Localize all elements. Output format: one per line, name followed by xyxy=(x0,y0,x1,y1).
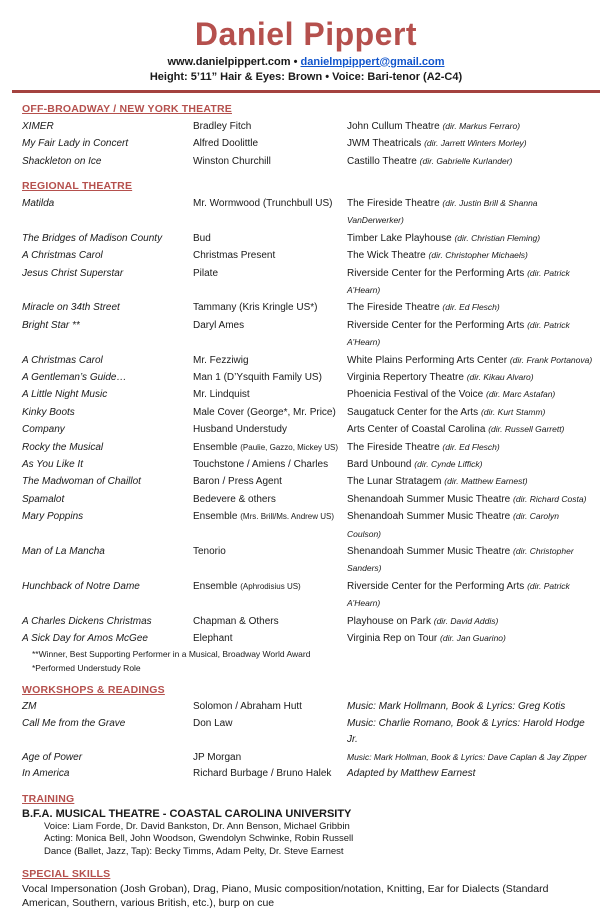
contact-line xyxy=(0,55,612,69)
director-note: (dir. Frank Portanova) xyxy=(509,354,593,365)
section-heading-training: TRAINING xyxy=(22,792,75,805)
venue: The Fireside Theatre (dir. Justin Brill & Shanna VanDerwerker) xyxy=(347,197,538,226)
credit-row xyxy=(22,439,595,456)
role: Elephant xyxy=(193,633,233,645)
venue: The Fireside Theatre (dir. Ed Flesch) xyxy=(347,302,500,314)
website-text: www.danielpippert.com xyxy=(167,55,291,68)
role: Richard Burbage / Bruno Halek xyxy=(193,768,332,780)
role: Husband Understudy xyxy=(193,424,287,436)
training-line-voice: Voice: Liam Forde, Dr. David Bankston, Dr. Ann Benson, Michael Gribbin xyxy=(44,820,350,832)
show-title: Matilda xyxy=(22,197,55,209)
stats-line: Height: 5’11” Hair & Eyes: Brown • Voice: Bari-tenor (A2-C4) xyxy=(149,70,463,83)
role-note: (Aphrodisius US) xyxy=(240,581,301,591)
director-note: (dir. Kikau Alvaro) xyxy=(466,371,534,382)
footnote-understudy: *Performed Understudy Role xyxy=(32,662,141,673)
role: Bud xyxy=(193,232,211,244)
show-title: Hunchback of Notre Dame xyxy=(22,580,140,592)
header-rule xyxy=(12,90,600,93)
show-title: Shackleton on Ice xyxy=(22,155,102,167)
venue: John Cullum Theatre (dir. Markus Ferraro) xyxy=(347,120,521,132)
resume-body xyxy=(0,103,612,910)
training-line-dance: Dance (Ballet, Jazz, Tap): Becky Timms, Adam Pelty, Dr. Steve Earnest xyxy=(44,845,344,857)
show-title: Rocky the Musical xyxy=(22,441,104,453)
venue: The Wick Theatre (dir. Christopher Michaels) xyxy=(347,250,528,262)
role: Touchstone / Amiens / Charles xyxy=(193,459,329,470)
show-title: The Bridges of Madison County xyxy=(22,232,163,244)
credit-row xyxy=(22,543,595,578)
role: Bradley Fitch xyxy=(193,120,252,132)
director-note: (dir. Gabrielle Kurlander) xyxy=(419,155,513,166)
resume-header xyxy=(0,0,612,93)
credit-row xyxy=(22,195,595,230)
venue: Playhouse on Park (dir. David Addis) xyxy=(347,615,499,627)
role: Tammany (Kris Kringle US*) xyxy=(193,302,318,314)
director-note: (dir. Justin Brill & Shanna VanDerwerker) xyxy=(347,197,538,226)
degree-line: B.F.A. MUSICAL THEATRE - COASTAL CAROLINA UNIVERSITY xyxy=(22,807,352,820)
page-title: Daniel Pippert xyxy=(194,16,418,52)
show-title: Age of Power xyxy=(22,751,83,763)
credit-row xyxy=(22,404,595,421)
role: Pilate xyxy=(193,267,219,279)
role: Baron / Press Agent xyxy=(193,476,282,488)
credit-row xyxy=(22,473,595,490)
show-title: A Charles Dickens Christmas xyxy=(22,615,152,627)
director-note: (dir. Christian Fleming) xyxy=(454,232,541,243)
creative-credit: Adapted by Matthew Earnest xyxy=(347,768,476,780)
role: Ensemble (Mrs. Brill/Ms. Andrew US) xyxy=(193,511,335,523)
role: Alfred Doolittle xyxy=(193,138,259,150)
credit-row xyxy=(22,766,595,782)
role: Male Cover (George*, Mr. Price) xyxy=(193,406,336,418)
venue: Bard Unbound (dir. Cynde Liffick) xyxy=(347,459,483,470)
credit-row xyxy=(22,247,595,264)
credit-row xyxy=(22,386,595,403)
section-heading-workshops: WORKSHOPS & READINGS xyxy=(22,684,165,697)
credits-list-regional xyxy=(22,195,595,648)
director-note: (dir. Richard Costa) xyxy=(513,493,587,504)
show-title: Man of La Mancha xyxy=(22,546,105,558)
show-title: Company xyxy=(22,424,65,436)
creative-credit: Music: Charlie Romano, Book & Lyrics: Harold Hodge Jr. xyxy=(347,717,585,746)
director-note: (dir. Christopher Michaels) xyxy=(428,250,528,261)
director-note: (dir. Marc Astafan) xyxy=(485,389,556,400)
training-line-acting: Acting: Monica Bell, John Woodson, Gwendolyn Schwinke, Robin Russell xyxy=(44,833,354,844)
venue: White Plains Performing Arts Center (dir. Frank Portanova) xyxy=(347,354,593,366)
show-title: A Christmas Carol xyxy=(22,354,103,366)
director-note: (dir. Russell Garrett) xyxy=(488,424,565,435)
credit-row xyxy=(22,578,595,613)
show-title: The Madwoman of Chaillot xyxy=(22,476,141,488)
venue: Arts Center of Coastal Carolina (dir. Russell Garrett) xyxy=(347,424,565,436)
venue: Timber Lake Playhouse (dir. Christian Fleming) xyxy=(347,232,541,244)
venue: Riverside Center for the Performing Arts (dir. Patrick A’Hearn) xyxy=(347,267,570,295)
director-note: (dir. David Addis) xyxy=(433,615,499,626)
section-heading-special-skills: SPECIAL SKILLS xyxy=(22,868,111,880)
director-note: (dir. Cynde Liffick) xyxy=(414,459,483,469)
role: Mr. Lindquist xyxy=(193,389,250,401)
show-title: Mary Poppins xyxy=(22,511,84,523)
show-title: Spamalot xyxy=(22,493,65,505)
director-note: (dir. Carolyn Coulson) xyxy=(347,511,560,539)
credit-row xyxy=(22,508,595,543)
role: Ensemble (Aphrodisius US) xyxy=(193,580,301,592)
venue: Virginia Rep on Tour (dir. Jan Guarino) xyxy=(347,633,506,645)
venue: Riverside Center for the Performing Arts (dir. Patrick A’Hearn) xyxy=(347,580,570,609)
role-note: (Mrs. Brill/Ms. Andrew US) xyxy=(240,512,335,522)
show-title: A Sick Day for Amos McGee xyxy=(22,633,148,645)
credits-list-workshops xyxy=(22,699,595,782)
show-title: Jesus Christ Superstar xyxy=(22,267,124,279)
director-note: (dir. Jan Guarino) xyxy=(440,633,506,644)
director-note: (dir. Matthew Earnest) xyxy=(444,476,528,487)
director-note: (dir. Kurt Stamm) xyxy=(480,406,546,417)
credit-row xyxy=(22,135,595,152)
creative-credit: Music: Mark Hollmann, Book & Lyrics: Greg Kotis xyxy=(347,701,566,713)
show-title: A Little Night Music xyxy=(22,389,108,401)
credit-row xyxy=(22,352,595,369)
show-title: A Christmas Carol xyxy=(22,250,103,262)
venue: JWM Theatricals (dir. Jarrett Winters Morley) xyxy=(347,138,527,150)
credit-row xyxy=(22,317,595,352)
creative-credit: Music: Mark Hollman, Book & Lyrics: Dave Caplan & Jay Zipper xyxy=(347,751,587,762)
credit-row xyxy=(22,421,595,438)
show-title: Call Me from the Grave xyxy=(22,717,126,729)
role: JP Morgan xyxy=(193,751,242,763)
section-heading-regional: REGIONAL THEATRE xyxy=(22,179,133,192)
role: Mr. Wormwood (Trunchbull US) xyxy=(193,197,333,209)
show-title: XIMER xyxy=(22,120,54,132)
venue: Virginia Repertory Theatre (dir. Kikau Alvaro) xyxy=(347,371,534,383)
director-note: (dir. Ed Flesch) xyxy=(442,302,500,313)
credit-row xyxy=(22,230,595,247)
footnote-award: **Winner, Best Supporting Performer in a Musical, Broadway World Award xyxy=(32,649,311,660)
role: Don Law xyxy=(193,717,233,729)
credit-row xyxy=(22,118,595,135)
show-title: Kinky Boots xyxy=(22,406,75,418)
section-heading-off-broadway: OFF-BROADWAY / NEW YORK THEATRE xyxy=(22,102,232,115)
role: Bedevere & others xyxy=(193,493,276,505)
director-note: (dir. Jarrett Winters Morley) xyxy=(424,138,527,149)
role: Chapman & Others xyxy=(193,615,279,627)
show-title: My Fair Lady in Concert xyxy=(22,138,129,150)
venue: Riverside Center for the Performing Arts (dir. Patrick A’Hearn) xyxy=(347,319,570,348)
credit-row xyxy=(22,749,595,766)
credit-row xyxy=(22,456,595,473)
credit-row xyxy=(22,716,595,749)
separator-dot: • xyxy=(293,55,298,68)
credit-row xyxy=(22,153,595,170)
venue: The Lunar Stratagem (dir. Matthew Earnest) xyxy=(347,476,528,488)
role: Winston Churchill xyxy=(193,155,271,167)
credits-list-off-broadway xyxy=(22,118,595,170)
role: Ensemble (Paulie, Gazzo, Mickey US) xyxy=(193,441,339,453)
director-note: (dir. Markus Ferraro) xyxy=(442,120,521,131)
credit-row xyxy=(22,369,595,386)
show-title: ZM xyxy=(22,701,37,713)
director-note: (dir. Patrick A’Hearn) xyxy=(347,580,570,609)
venue: Shenandoah Summer Music Theatre (dir. Christopher Sanders) xyxy=(347,546,574,574)
role-note: (Paulie, Gazzo, Mickey US) xyxy=(240,442,339,452)
credit-row xyxy=(22,491,595,508)
role: Solomon / Abraham Hutt xyxy=(193,701,302,713)
show-title: As You Like It xyxy=(22,459,83,470)
role: Mr. Fezziwig xyxy=(193,354,249,366)
role: Christmas Present xyxy=(193,250,276,262)
special-skills-text: Vocal Impersonation (Josh Groban), Drag, Piano, Music composition/notation, Knitting, Ear for Dialects (Standard American, Southern, various British, etc.), burp on cue xyxy=(22,883,549,909)
director-note: (dir. Christopher Sanders) xyxy=(347,546,574,574)
role: Tenorio xyxy=(193,546,226,558)
role: Daryl Ames xyxy=(193,319,245,331)
credit-row xyxy=(22,613,595,630)
venue: Shenandoah Summer Music Theatre (dir. Carolyn Coulson) xyxy=(347,511,560,539)
credit-row xyxy=(22,699,595,715)
venue: Phoenicia Festival of the Voice (dir. Marc Astafan) xyxy=(347,389,556,401)
venue: The Fireside Theatre (dir. Ed Flesch) xyxy=(347,441,500,453)
venue: Saugatuck Center for the Arts (dir. Kurt Stamm) xyxy=(347,406,546,418)
credit-row xyxy=(22,630,595,647)
show-title: In America xyxy=(22,768,70,780)
venue: Shenandoah Summer Music Theatre (dir. Richard Costa) xyxy=(347,493,587,505)
email-link[interactable]: danielmpippert@gmail.com xyxy=(300,55,445,68)
credit-row xyxy=(22,299,595,316)
credit-row xyxy=(22,265,595,300)
role: Man 1 (D’Ysquith Family US) xyxy=(193,371,322,383)
director-note: (dir. Ed Flesch) xyxy=(442,441,500,452)
director-note: (dir. Patrick A’Hearn) xyxy=(347,319,570,348)
show-title: A Gentleman’s Guide… xyxy=(22,371,127,383)
director-note: (dir. Patrick A’Hearn) xyxy=(347,267,570,295)
venue: Castillo Theatre (dir. Gabrielle Kurlander) xyxy=(347,155,513,167)
show-title: Bright Star ** xyxy=(22,319,80,331)
show-title: Miracle on 34th Street xyxy=(22,302,120,314)
